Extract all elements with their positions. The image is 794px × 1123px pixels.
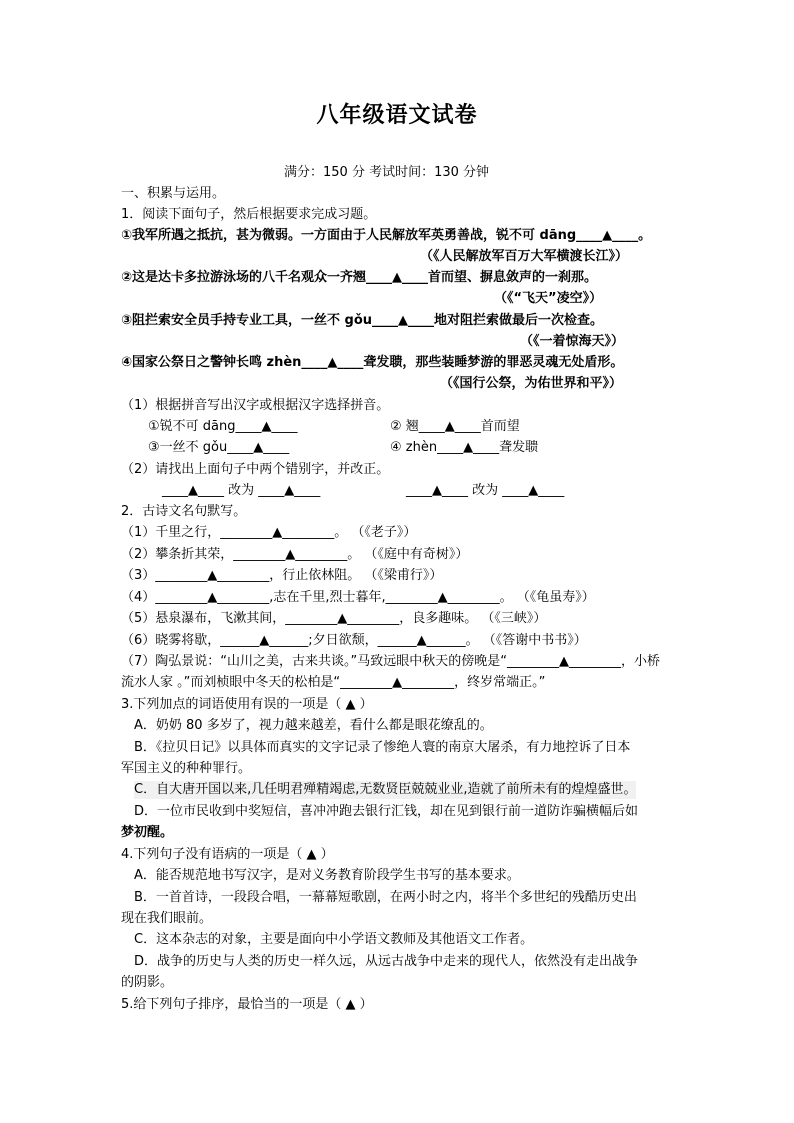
q1-sub2: （2）请找出上面句子中两个错别字，并改正。 [121, 462, 390, 477]
q3-option-d-1: D．一位市民收到中奖短信，喜冲冲跑去银行汇钱，却在见到银行前一道防诈骗横幅后如 [134, 804, 639, 819]
q2-line-4: （4）________▲________,志在千里,烈士暮年,________▲________。 （《龟虽寿》） [121, 590, 595, 605]
page-title: 八年级语文试卷 [316, 102, 478, 128]
section-heading: 一、积累与运用。 [121, 186, 226, 201]
q1-source-2: （《“飞天”凌空》） [494, 291, 603, 306]
q1-sub1-a: ①锐不可 dāng____▲____ [148, 419, 298, 434]
q5-stem: 5.给下列句子排序，最恰当的一项是（ ▲ ） [121, 997, 373, 1012]
q3-option-d-2: 梦初醒。 [121, 825, 174, 840]
exam-meta: 满分：150 分 考试时间：130 分钟 [284, 165, 490, 180]
q2-line-7b: 流水人家 。”而刘桢眼中冬天的松柏是“________▲________，终岁常端正。” [121, 675, 546, 690]
q1-sub2-b: ____▲____ 改为 ____▲____ [406, 483, 565, 498]
q4-option-d-1: D．战争的历史与人类的历史一样久远，从远古战争中走来的现代人，依然没有走出战争 [134, 954, 639, 969]
q3-stem: 3.下列加点的词语使用有误的一项是（ ▲ ） [121, 697, 373, 712]
q4-stem: 4.下列句子没有语病的一项是（ ▲ ） [121, 847, 334, 862]
q1-sentence-4: ④国家公祭日之警钟长鸣 zhèn____▲____聋发聩，那些装睡梦游的罪恶灵魂无处盾形。 [121, 355, 624, 370]
q1-source-3: （《一着惊海天》） [520, 334, 625, 349]
q1-sentence-3: ③阻拦索安全员手持专业工具，一丝不 gǒu____▲____地对阻拦索做最后一次检查。 [121, 313, 604, 328]
q1-stem: 1．阅读下面句子，然后根据要求完成习题。 [121, 207, 377, 222]
q1-sentence-1: ①我军所遇之抵抗，甚为微弱。一方面由于人民解放军英勇善战，锐不可 dāng____▲____。 [121, 228, 652, 243]
q2-line-1: （1）千里之行，________▲________。 （《老子》） [121, 525, 417, 540]
q2-line-5: （5）悬泉瀑布，飞漱其间，________▲________，良多趣味。 （《三峡》） [121, 611, 547, 626]
q3-option-b-1: B．《拉贝日记》以具体而真实的文字记录了惨绝人寰的南京大屠杀，有力地控诉了日本 [134, 740, 631, 755]
q3-option-c: C．自大唐开国以来,几任明君殚精竭虑,无数贤臣兢兢业业,造就了前所未有的煌煌盛世。 [134, 782, 637, 797]
q4-option-b-1: B．一首首诗，一段段合唱，一幕幕短歌剧，在两小时之内，将半个多世纪的残酷历史出 [134, 890, 637, 905]
q1-sub1: （1）根据拼音写出汉字或根据汉字选择拼音。 [121, 398, 390, 413]
q3-option-b-2: 军国主义的种种罪行。 [121, 761, 252, 776]
q4-option-d-2: 的阴影。 [121, 975, 174, 990]
q2-line-7a: （7）陶弘景说：“山川之美，古来共谈。”马致远眼中秋天的傍晚是“________▲________，小桥 [121, 654, 660, 669]
q1-sub1-b: ② 翘____▲____首而望 [390, 419, 520, 434]
q4-option-a: A．能否规范地书写汉字，是对义务教育阶段学生书写的基本要求。 [134, 868, 520, 883]
q2-line-2: （2）攀条折其荣，________▲________。 （《庭中有奇树》） [121, 547, 469, 562]
q1-source-1: （《人民解放军百万大军横渡长江》） [420, 249, 629, 264]
q1-sub1-d: ④ zhèn____▲____聋发聩 [390, 440, 539, 455]
q2-line-6: （6）晓雾将歇，______▲______;夕日欲颓，______▲______。 （《答谢中书书》） [121, 633, 587, 648]
q4-option-b-2: 现在我们眼前。 [121, 911, 213, 926]
q1-sub1-c: ③一丝不 gǒu____▲____ [148, 440, 290, 455]
q2-stem: 2．古诗文名句默写。 [121, 504, 247, 519]
q2-line-3: （3）________▲________，行止依林阻。 （《梁甫行》） [121, 568, 443, 583]
q1-source-4: （《国行公祭，为佑世界和平》） [440, 376, 623, 391]
q3-option-a: A．奶奶 80 多岁了，视力越来越差，看什么都是眼花缭乱的。 [134, 718, 493, 733]
q1-sentence-2: ②这是达卡多拉游泳场的八千名观众一齐翘____▲____首而望、摒息敛声的一刹那。 [121, 270, 598, 285]
q4-option-c: C．这本杂志的对象，主要是面向中小学语文教师及其他语文工作者。 [134, 932, 534, 947]
q1-sub2-a: ____▲____ 改为 ____▲____ [162, 483, 321, 498]
